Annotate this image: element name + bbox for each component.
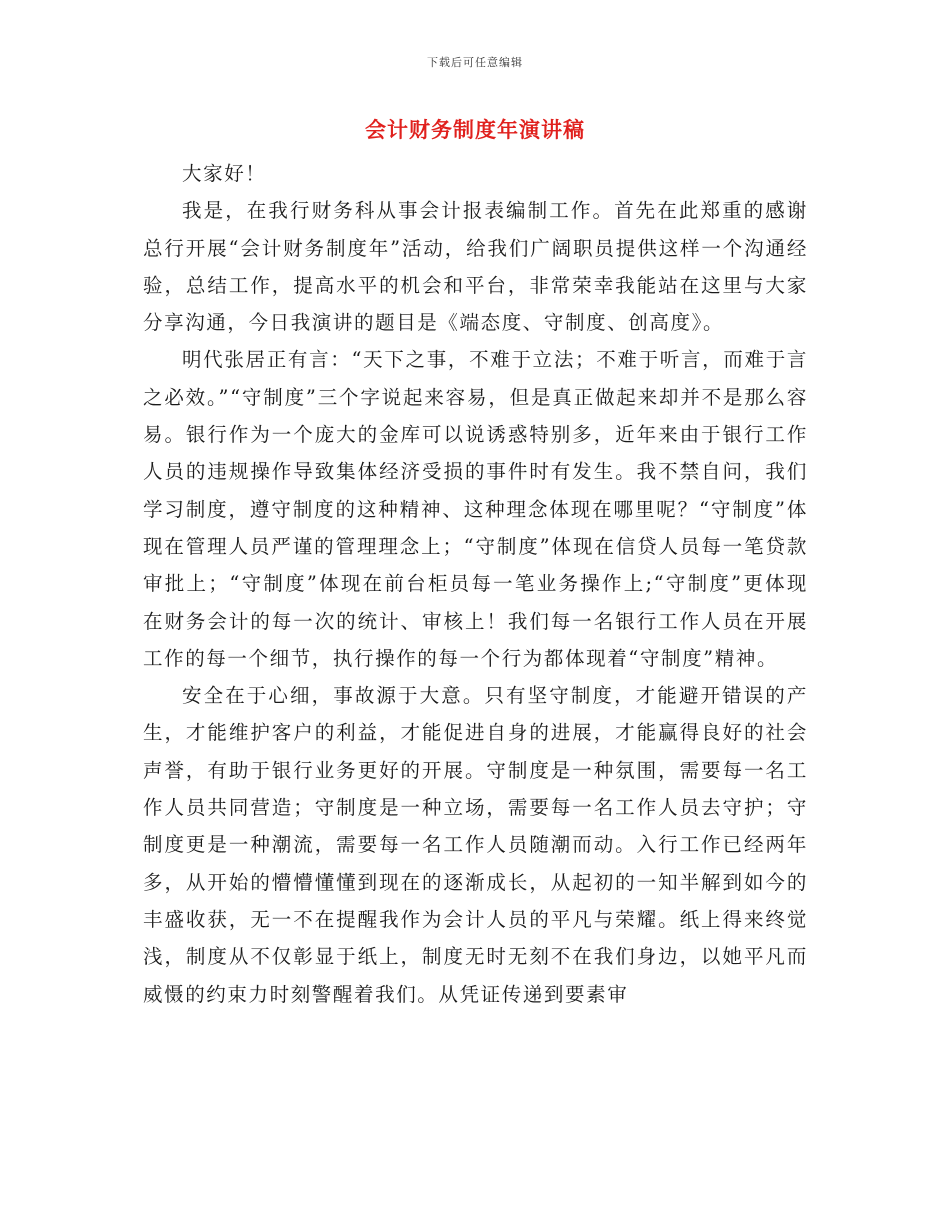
document-title: 会计财务制度年演讲稿 xyxy=(365,117,585,142)
paragraph-safety: 安全在于心细，事故源于大意。只有坚守制度，才能避开错误的产生，才能维护客户的利益，才能促进自身的进展，才能赢得良好的社会声誉，有助于银行业务更好的开展。守制度是一种氛围，需要每一名工作人员共同营造；守制度是一种立场，需要每一名工作人员去守护；守制度更是一种潮流，需要每一名工作人员随潮而动。入行工作已经两年多，从开始的懵懵懂懂到现在的逐渐成长，从起初的一知半解到如今的丰盛收获，无一不在提醒我作为会计人员的平凡与荣耀。纸上得来终觉浅，制度从不仅彰显于纸上，制度无时无刻不在我们身边，以她平凡而威慑的约束力时刻警醒着我们。从凭证传递到要素审 xyxy=(143,684,808,1006)
paragraph-quote: 明代张居正有言：“天下之事，不难于立法；不难于听言，而难于言之必效。”“守制度”三个字说起来容易，但是真正做起来却并不是那么容易。银行作为一个庞大的金库可以说诱惑特别多，近年来由于银行工作人员的违规操作导致集体经济受损的事件时有发生。我不禁自问，我们学习制度，遵守制度的这种精神、这种理念体现在哪里呢？“守制度”体现在管理人员严谨的管理理念上；“守制度”体现在信贷人员每一笔贷款审批上；“守制度”体现在前台柜员每一笔业务操作上;“守制度”更体现在财务会计的每一次的统计、审核上！我们每一名银行工作人员在开展工作的每一个细节，执行操作的每一个行为都体现着“守制度”精神。 xyxy=(143,348,808,670)
paragraph-intro: 我是，在我行财务科从事会计报表编制工作。首先在此郑重的感谢总行开展“会计财务制度年”活动，给我们广阔职员提供这样一个沟通经验，总结工作，提高水平的机会和平台，非常荣幸我能站在这里与大家分享沟通，今日我演讲的题目是《端态度、守制度、创高度》。 xyxy=(143,199,808,335)
header-note: 下载后可任意编辑 xyxy=(427,56,523,69)
document-body xyxy=(143,155,808,1013)
paragraph-greeting: 大家好！ xyxy=(182,162,267,185)
